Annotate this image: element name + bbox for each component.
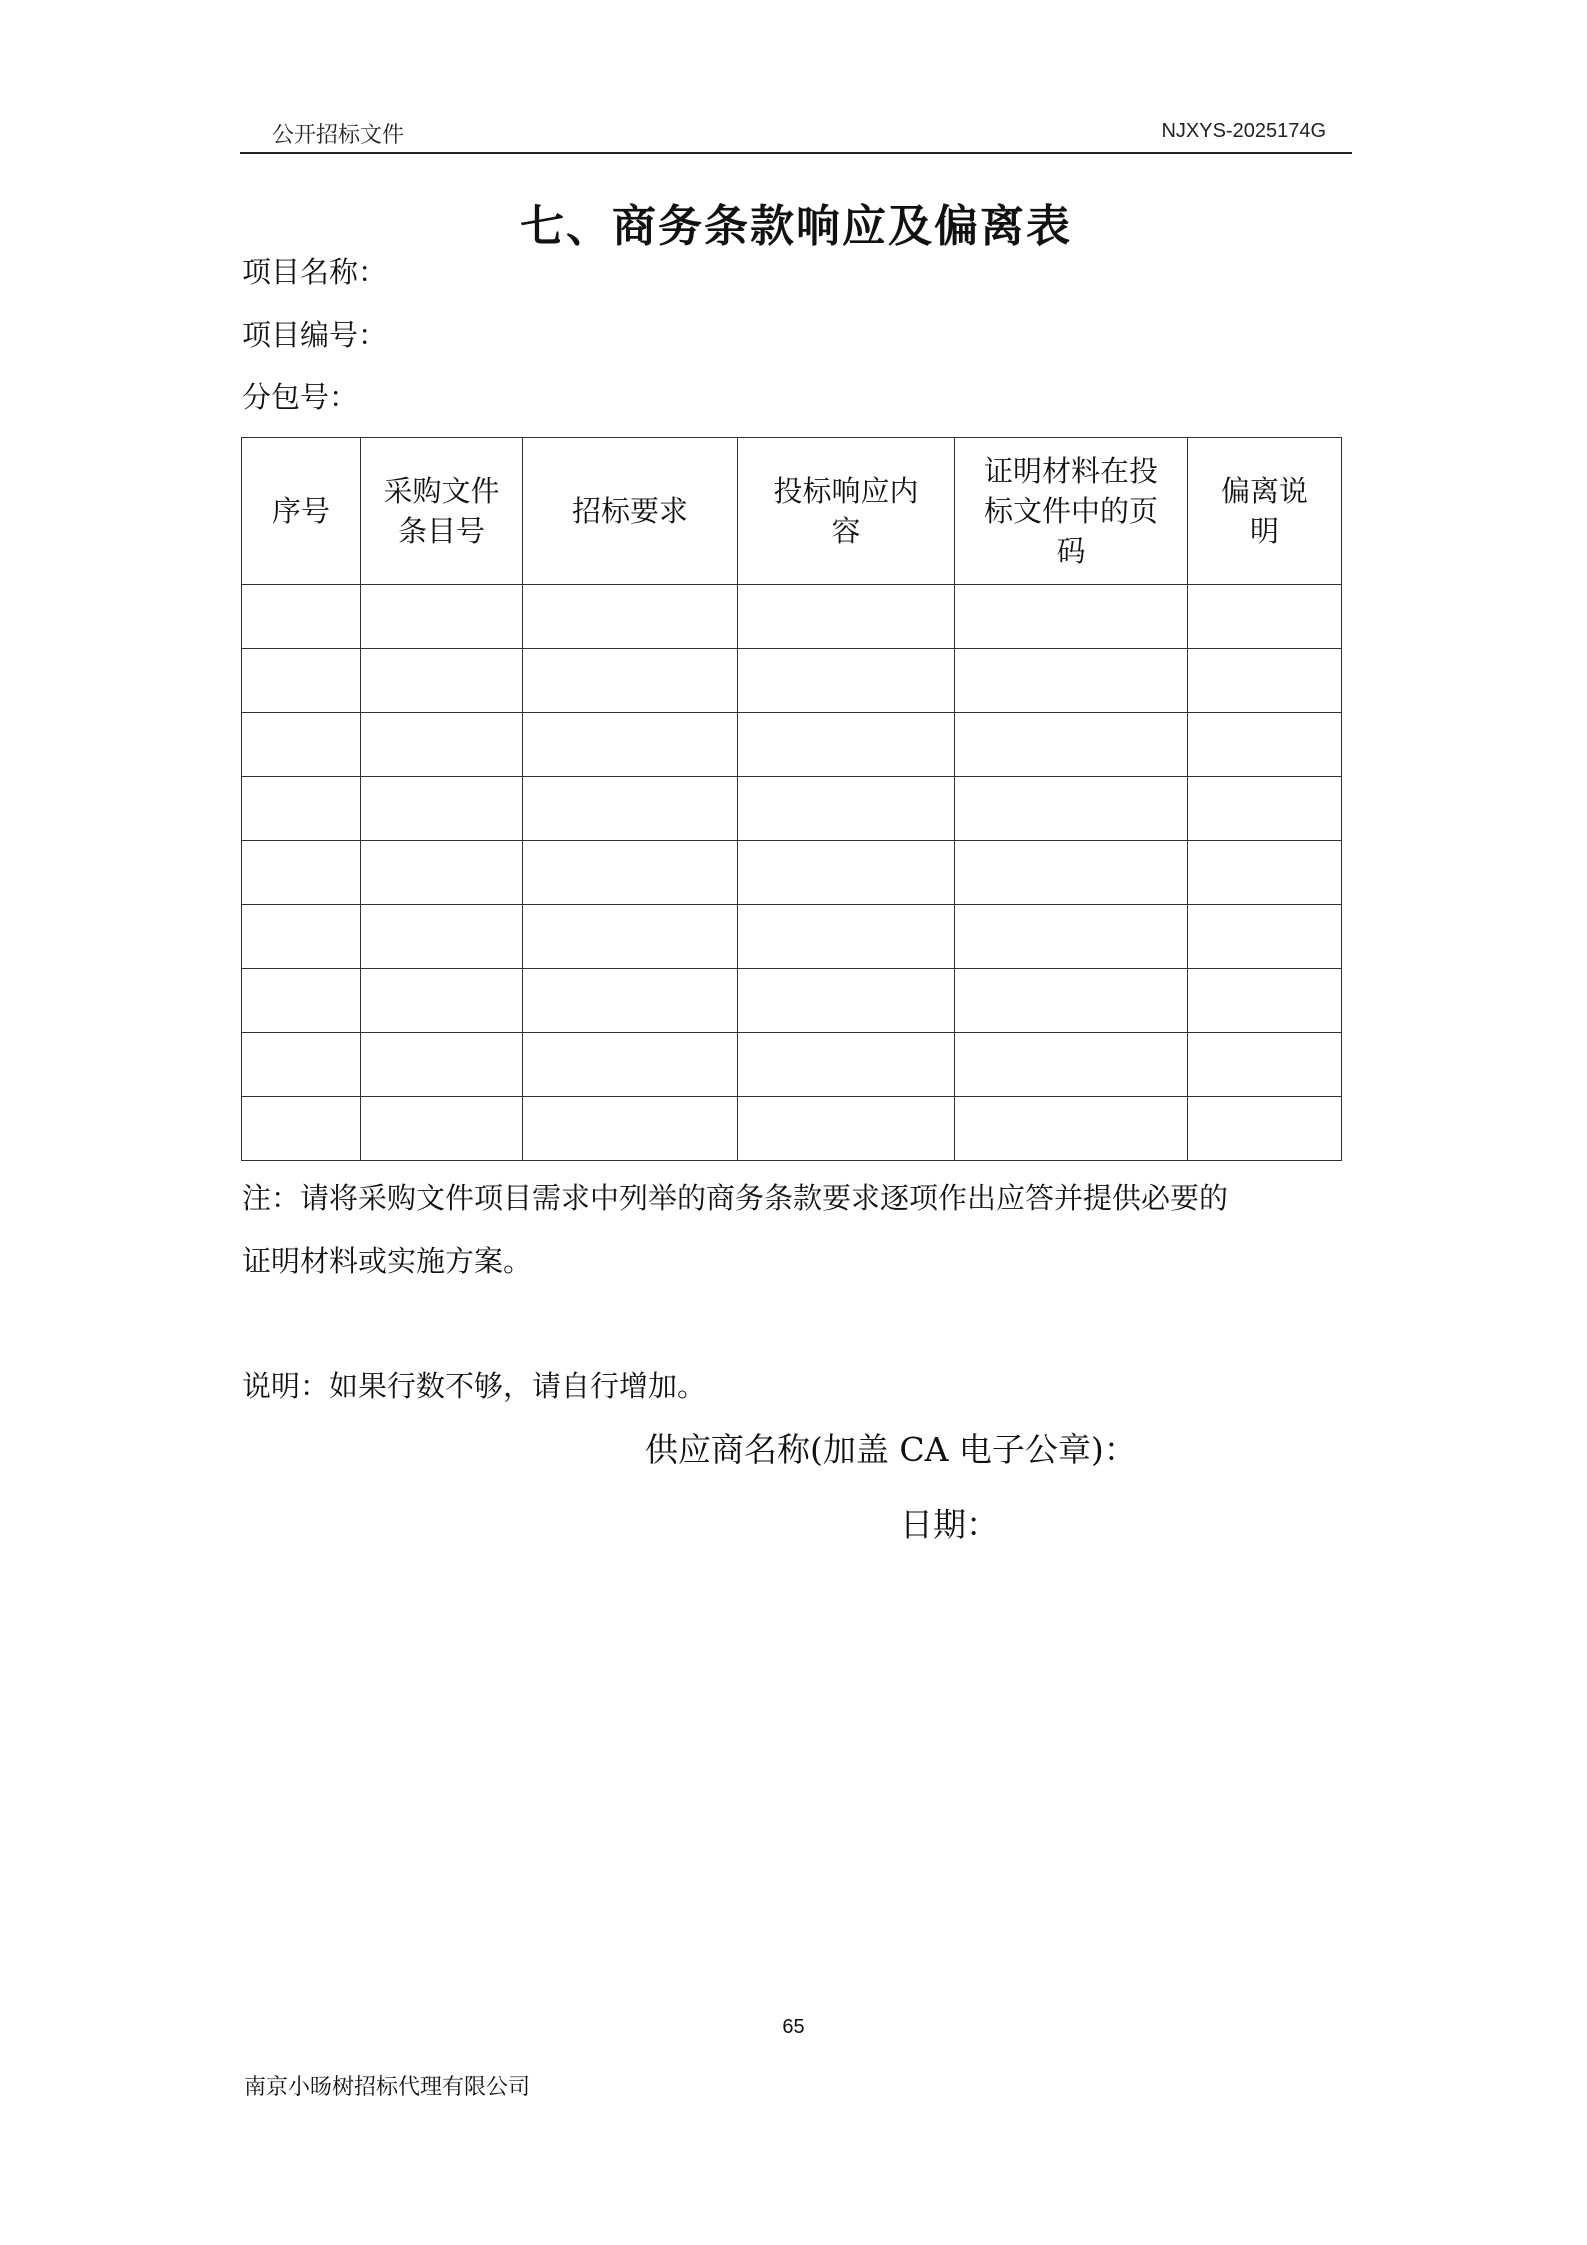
table-cell[interactable] bbox=[1188, 1033, 1342, 1097]
table-cell[interactable] bbox=[523, 649, 738, 713]
table-body bbox=[242, 585, 1342, 1161]
table-cell[interactable] bbox=[242, 649, 361, 713]
table-cell[interactable] bbox=[955, 1097, 1188, 1161]
table-row bbox=[242, 1033, 1342, 1097]
col-header-seq: 序号 bbox=[242, 438, 361, 585]
table-cell[interactable] bbox=[955, 969, 1188, 1033]
table-cell[interactable] bbox=[242, 777, 361, 841]
note-line-2: 证明材料或实施方案。 bbox=[242, 1244, 533, 1278]
table-cell[interactable] bbox=[242, 713, 361, 777]
table-header-row bbox=[242, 438, 1342, 585]
table-cell[interactable] bbox=[361, 1033, 523, 1097]
table-cell[interactable] bbox=[955, 585, 1188, 649]
table-cell[interactable] bbox=[1188, 969, 1342, 1033]
col-header-clause-no: 采购文件条目号 bbox=[361, 438, 523, 585]
table-cell[interactable] bbox=[1188, 905, 1342, 969]
explanation-text: 说明：如果行数不够，请自行增加。 bbox=[242, 1369, 707, 1403]
table-cell[interactable] bbox=[242, 905, 361, 969]
table-row bbox=[242, 777, 1342, 841]
table-cell[interactable] bbox=[242, 585, 361, 649]
table-row bbox=[242, 969, 1342, 1033]
page-number: 65 bbox=[782, 2016, 805, 2038]
table-cell[interactable] bbox=[523, 777, 738, 841]
col-header-proof-page: 证明材料在投标文件中的页码 bbox=[955, 438, 1188, 585]
table-cell[interactable] bbox=[523, 1033, 738, 1097]
table-cell[interactable] bbox=[361, 841, 523, 905]
col-header-response: 投标响应内容 bbox=[738, 438, 955, 585]
table-cell[interactable] bbox=[955, 777, 1188, 841]
table-cell[interactable] bbox=[523, 585, 738, 649]
footer-company-name: 南京小旸树招标代理有限公司 bbox=[244, 2075, 531, 2100]
table-cell[interactable] bbox=[738, 969, 955, 1033]
table-cell[interactable] bbox=[242, 1097, 361, 1161]
table-cell[interactable] bbox=[523, 713, 738, 777]
deviation-table bbox=[241, 437, 1342, 1161]
table-row bbox=[242, 841, 1342, 905]
table-cell[interactable] bbox=[361, 969, 523, 1033]
table-cell[interactable] bbox=[523, 969, 738, 1033]
table-cell[interactable] bbox=[1188, 713, 1342, 777]
col-header-requirement: 招标要求 bbox=[523, 438, 738, 585]
header-project-code: NJXYS-2025174G bbox=[1161, 120, 1326, 142]
table-cell[interactable] bbox=[361, 713, 523, 777]
table-cell[interactable] bbox=[1188, 777, 1342, 841]
table-cell[interactable] bbox=[955, 713, 1188, 777]
table-cell[interactable] bbox=[1188, 649, 1342, 713]
table-cell[interactable] bbox=[242, 841, 361, 905]
table-cell[interactable] bbox=[738, 713, 955, 777]
table-cell[interactable] bbox=[955, 649, 1188, 713]
table-cell[interactable] bbox=[738, 649, 955, 713]
table-row bbox=[242, 585, 1342, 649]
table-row bbox=[242, 649, 1342, 713]
col-header-deviation-note: 偏离说明 bbox=[1188, 438, 1342, 585]
table-cell[interactable] bbox=[361, 585, 523, 649]
table-cell[interactable] bbox=[738, 777, 955, 841]
table-cell[interactable] bbox=[955, 905, 1188, 969]
table-cell[interactable] bbox=[361, 1097, 523, 1161]
note-line-1: 注：请将采购文件项目需求中列举的商务条款要求逐项作出应答并提供必要的 bbox=[242, 1181, 1229, 1215]
table-cell[interactable] bbox=[955, 1033, 1188, 1097]
table-cell[interactable] bbox=[361, 777, 523, 841]
table-cell[interactable] bbox=[955, 841, 1188, 905]
table-cell[interactable] bbox=[523, 905, 738, 969]
table-cell[interactable] bbox=[523, 1097, 738, 1161]
table-cell[interactable] bbox=[738, 585, 955, 649]
table-cell[interactable] bbox=[1188, 841, 1342, 905]
table-cell[interactable] bbox=[1188, 585, 1342, 649]
table-cell[interactable] bbox=[361, 649, 523, 713]
table-cell[interactable] bbox=[1188, 1097, 1342, 1161]
table-cell[interactable] bbox=[738, 905, 955, 969]
project-name-label: 项目名称： bbox=[242, 255, 388, 289]
table-row bbox=[242, 905, 1342, 969]
table-cell[interactable] bbox=[523, 841, 738, 905]
page-header bbox=[240, 112, 1352, 154]
date-label: 日期： bbox=[900, 1505, 999, 1544]
table-cell[interactable] bbox=[738, 1097, 955, 1161]
table-cell[interactable] bbox=[242, 1033, 361, 1097]
table-row bbox=[242, 713, 1342, 777]
lot-number-label: 分包号： bbox=[242, 380, 359, 414]
project-number-label: 项目编号： bbox=[242, 318, 388, 352]
page-title: 七、商务条款响应及偏离表 bbox=[520, 201, 1072, 252]
header-doc-type: 公开招标文件 bbox=[272, 123, 405, 148]
table-row bbox=[242, 1097, 1342, 1161]
table-cell[interactable] bbox=[738, 1033, 955, 1097]
table-cell[interactable] bbox=[361, 905, 523, 969]
table-cell[interactable] bbox=[242, 969, 361, 1033]
table-cell[interactable] bbox=[738, 841, 955, 905]
supplier-name-label: 供应商名称(加盖 CA 电子公章)： bbox=[645, 1430, 1137, 1469]
